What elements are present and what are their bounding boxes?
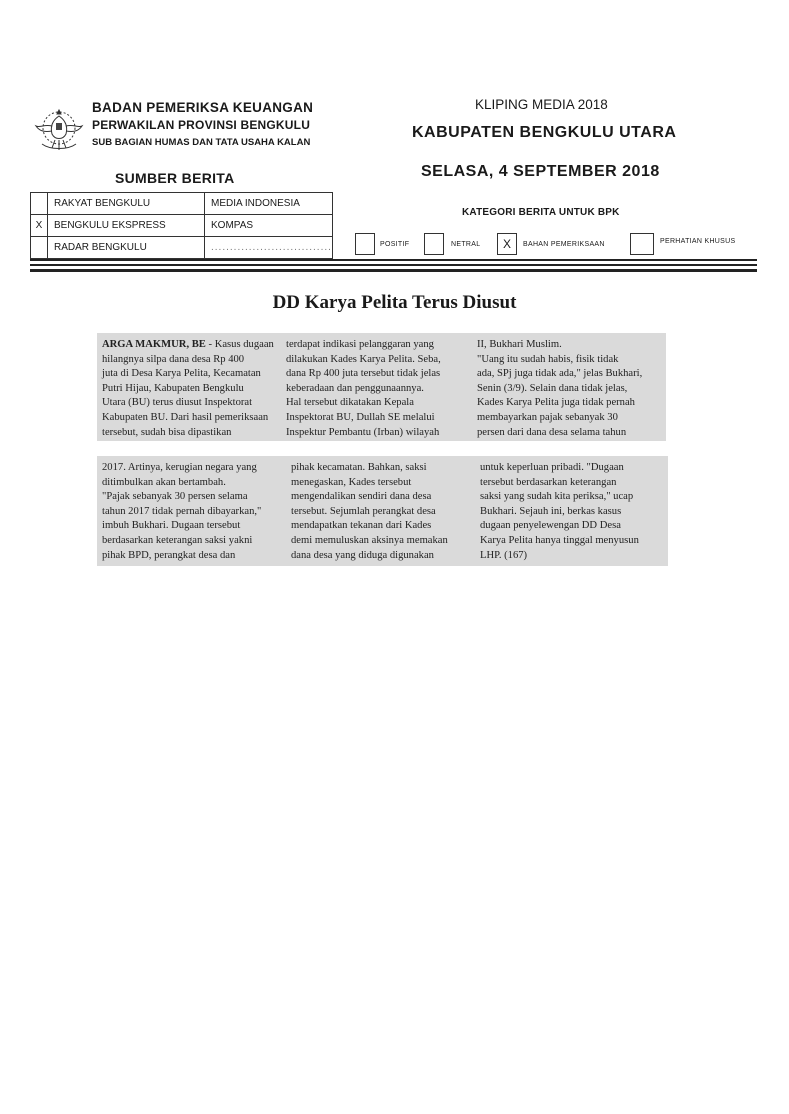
sources-title: SUMBER BERITA [115,170,235,186]
article-line: Inspektorat BU, Dullah SE melalui [286,411,435,423]
article-column [291,461,471,563]
date-title: SELASA, 4 SEPTEMBER 2018 [421,163,660,180]
article-dateline: ARGA MAKMUR, BE [102,339,206,350]
article-line: persen dari dana desa selama tahun [477,426,627,438]
source-row [31,193,333,215]
kliping-title: KLIPING MEDIA 2018 [475,97,608,112]
article-line: Bukhari. Sejauh ini, berkas kasus [480,505,622,517]
category-checkbox-bahan-pemeriksaan[interactable]: X [497,233,517,255]
article-line: tersebut berdasarkan keterangan [480,476,617,488]
article-column [102,461,284,563]
source-row [31,215,333,237]
category-label-positif: POSITIF [380,241,410,248]
article-line: dana desa yang diduga digunakan [291,549,434,561]
article-line: dugaan penyelewengan DD Desa [480,520,621,532]
source-right: MEDIA INDONESIA [205,193,333,215]
source-left: RADAR BENGKULU [48,237,205,259]
source-mark [31,193,48,215]
org-unit: SUB BAGIAN HUMAS DAN TATA USAHA KALAN [92,137,311,148]
article-line: Senin (3/9). Selain dana tidak jelas, [477,382,628,394]
article-line: demi memuluskan aksinya memakan [291,534,448,546]
article-line: Inspektur Pembantu (Irban) wilayah [286,426,440,438]
article-line: untuk keperluan pribadi. "Dugaan [480,462,624,473]
article-line: - Kasus dugaan [205,339,274,350]
article-line: berdasarkan keterangan saksi yakni [102,534,253,546]
article-line: mendapatkan tekanan dari Kades [291,520,432,532]
article-line: pihak BPD, perangkat desa dan [102,549,236,561]
article-line: membayarkan pajak sebanyak 30 [477,411,618,423]
article-line: saksi yang sudah kita periksa," ucap [480,491,634,503]
article-column [477,338,659,440]
article-line: dilakukan Kades Karya Pelita. Seba, [286,353,441,365]
category-checkbox-perhatian-khusus[interactable] [630,233,654,255]
article-headline: DD Karya Pelita Terus Diusut [272,292,517,313]
article-line: menegaskan, Kades tersebut [291,476,412,488]
article-clip-2 [97,456,668,566]
article-line: mengendalikan sendiri dana desa [291,491,432,503]
divider-rule [30,269,757,272]
divider-rule [30,259,757,261]
article-line: II, Bukhari Muslim. [477,339,562,350]
article-line: Karya Pelita hanya tinggal menyusun [480,534,639,546]
divider-rule [30,264,757,266]
region-title: KABUPATEN BENGKULU UTARA [412,124,677,141]
article-line: ditimbulkan akan bertambah. [102,476,226,488]
sources-table [30,192,333,259]
source-right: ................................ [205,237,333,259]
article-line: Hal tersebut dikatakan Kepala [286,397,414,409]
article-line: tersebut, sudah bisa dipastikan [102,426,232,438]
article-line: Kabupaten BU. Dari hasil pemeriksaan [102,411,269,423]
article-line: hilangnya silpa dana desa Rp 400 [102,353,245,365]
article-line: Utara (BU) terus diusut Inspektorat [102,397,253,409]
category-checkbox-positif[interactable] [355,233,375,255]
article-column [102,338,278,440]
category-label-perhatian-khusus: PERHATIAN KHUSUS [660,238,736,245]
article-line: pihak kecamatan. Bahkan, saksi [291,462,427,473]
article-line: Putri Hijau, Kabupaten Bengkulu [102,382,244,394]
article-line: LHP. (167) [480,549,528,561]
article-line: Kades Karya Pelita juga tidak pernah [477,397,635,409]
category-label-bahan-pemeriksaan: BAHAN PEMERIKSAAN [523,241,605,248]
article-line: juta di Desa Karya Pelita, Kecamatan [102,368,261,380]
article-column [480,461,662,563]
source-right: KOMPAS [205,215,333,237]
category-checkbox-netral[interactable] [424,233,444,255]
article-line: terdapat indikasi pelanggaran yang [286,339,434,350]
category-title: KATEGORI BERITA UNTUK BPK [462,207,620,218]
org-branch: PERWAKILAN PROVINSI BENGKULU [92,118,311,132]
article-line: tersebut. Sejumlah perangkat desa [291,505,436,517]
article-line: ada, SPj juga tidak ada," jelas Bukhari, [477,368,643,380]
article-line: dana Rp 400 juta tersebut tidak jelas [286,368,441,380]
source-left: BENGKULU EKSPRESS [48,215,205,237]
article-line: 2017. Artinya, kerugian negara yang [102,462,257,473]
org-name: BADAN PEMERIKSA KEUANGAN [92,100,314,115]
article-column [286,338,468,440]
source-row [31,237,333,259]
article-line: "Pajak sebanyak 30 persen selama [102,491,248,503]
source-mark: X [31,215,48,237]
category-label-netral: NETRAL [451,241,481,248]
source-mark [31,237,48,259]
article-line: keberadaan dan penggunaannya. [286,382,424,394]
article-line: "Uang itu sudah habis, fisik tidak [477,353,619,365]
article-clip-1 [97,333,666,441]
bpk-emblem-logo [28,98,90,156]
source-left: RAKYAT BENGKULU [48,193,205,215]
article-line: imbuh Bukhari. Dugaan tersebut [102,520,241,532]
article-line: tahun 2017 tidak pernah dibayarkan," [102,505,262,517]
